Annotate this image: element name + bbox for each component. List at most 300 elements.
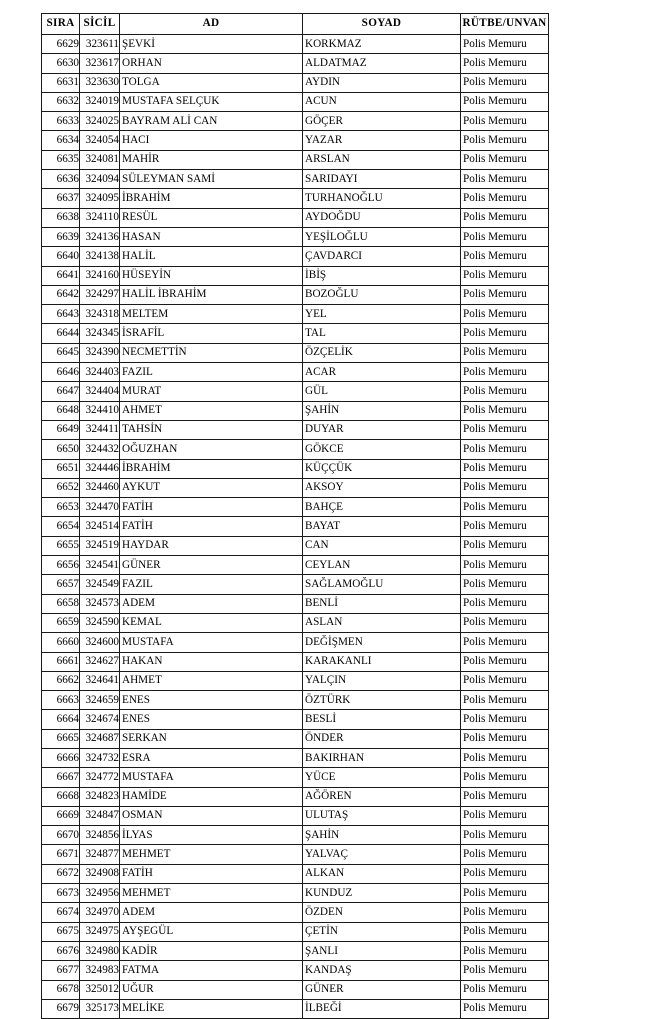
table-header-row [42,14,549,35]
cell-sira: 6679 [42,999,80,1018]
cell-rutbe: Polis Memuru [461,710,549,729]
table-row [42,478,549,497]
cell-sira: 6631 [42,73,80,92]
cell-sira: 6638 [42,208,80,227]
cell-rutbe: Polis Memuru [461,864,549,883]
cell-ad: OSMAN [120,806,303,825]
cell-sicil: 324411 [80,420,120,439]
cell-sicil: 324432 [80,440,120,459]
cell-rutbe: Polis Memuru [461,35,549,54]
cell-sicil: 324983 [80,961,120,980]
cell-sira: 6678 [42,980,80,999]
cell-soyad: ASLAN [303,613,461,632]
cell-ad: MELİKE [120,999,303,1018]
cell-rutbe: Polis Memuru [461,826,549,845]
cell-sicil: 324138 [80,247,120,266]
cell-sicil: 324404 [80,382,120,401]
cell-rutbe: Polis Memuru [461,440,549,459]
table-row [42,401,549,420]
cell-ad: ADEM [120,903,303,922]
cell-sicil: 324627 [80,652,120,671]
personnel-roster-table [41,13,549,1019]
cell-sicil: 324980 [80,941,120,960]
cell-rutbe: Polis Memuru [461,884,549,903]
cell-sira: 6644 [42,324,80,343]
cell-rutbe: Polis Memuru [461,343,549,362]
cell-sicil: 324541 [80,556,120,575]
cell-ad: FAZIL [120,363,303,382]
cell-sicil: 324446 [80,459,120,478]
cell-ad: MEHMET [120,845,303,864]
cell-soyad: CAN [303,536,461,555]
table-row [42,170,549,189]
cell-sicil: 323617 [80,54,120,73]
cell-soyad: AYDOĞDU [303,208,461,227]
cell-soyad: YÜCE [303,768,461,787]
cell-soyad: AYDIN [303,73,461,92]
cell-soyad: ÖZTÜRK [303,691,461,710]
table-header [42,14,549,35]
cell-sira: 6649 [42,420,80,439]
cell-ad: MELTEM [120,305,303,324]
cell-rutbe: Polis Memuru [461,613,549,632]
cell-sira: 6634 [42,131,80,150]
table-row [42,420,549,439]
cell-sicil: 324674 [80,710,120,729]
cell-rutbe: Polis Memuru [461,556,549,575]
cell-ad: MUSTAFA SELÇUK [120,92,303,111]
cell-sira: 6641 [42,266,80,285]
table-row [42,556,549,575]
cell-soyad: ALKAN [303,864,461,883]
cell-soyad: YALÇIN [303,671,461,690]
cell-sicil: 324390 [80,343,120,362]
cell-ad: NECMETTİN [120,343,303,362]
cell-sira: 6652 [42,478,80,497]
cell-rutbe: Polis Memuru [461,806,549,825]
cell-soyad: ŞAHİN [303,826,461,845]
cell-soyad: ŞAHİN [303,401,461,420]
table-row [42,266,549,285]
cell-sira: 6670 [42,826,80,845]
cell-sicil: 324110 [80,208,120,227]
cell-sicil: 324772 [80,768,120,787]
cell-rutbe: Polis Memuru [461,363,549,382]
cell-rutbe: Polis Memuru [461,92,549,111]
cell-sicil: 324975 [80,922,120,941]
cell-soyad: TURHANOĞLU [303,189,461,208]
cell-ad: AYKUT [120,478,303,497]
cell-soyad: ARSLAN [303,150,461,169]
cell-rutbe: Polis Memuru [461,787,549,806]
cell-rutbe: Polis Memuru [461,54,549,73]
cell-rutbe: Polis Memuru [461,73,549,92]
table-row [42,305,549,324]
cell-ad: İSRAFİL [120,324,303,343]
cell-ad: MUSTAFA [120,633,303,652]
cell-sira: 6646 [42,363,80,382]
table-row [42,671,549,690]
cell-rutbe: Polis Memuru [461,961,549,980]
cell-sira: 6671 [42,845,80,864]
cell-sicil: 324019 [80,92,120,111]
cell-sira: 6665 [42,729,80,748]
cell-sira: 6637 [42,189,80,208]
cell-rutbe: Polis Memuru [461,922,549,941]
cell-sira: 6673 [42,884,80,903]
table-row [42,54,549,73]
table-row [42,633,549,652]
cell-ad: MAHİR [120,150,303,169]
cell-ad: ENES [120,710,303,729]
cell-ad: AHMET [120,671,303,690]
cell-ad: İLYAS [120,826,303,845]
table-row [42,652,549,671]
table-row [42,498,549,517]
cell-ad: AYŞEGÜL [120,922,303,941]
cell-sira: 6648 [42,401,80,420]
cell-rutbe: Polis Memuru [461,652,549,671]
cell-rutbe: Polis Memuru [461,112,549,131]
cell-sira: 6645 [42,343,80,362]
cell-ad: ORHAN [120,54,303,73]
cell-soyad: AĞÖREN [303,787,461,806]
cell-rutbe: Polis Memuru [461,189,549,208]
cell-sicil: 323611 [80,35,120,54]
cell-sicil: 324403 [80,363,120,382]
cell-sira: 6642 [42,285,80,304]
cell-sicil: 324970 [80,903,120,922]
table-row [42,517,549,536]
column-header-sicil: SİCİL [80,14,120,35]
cell-rutbe: Polis Memuru [461,575,549,594]
table-row [42,189,549,208]
cell-ad: HAKAN [120,652,303,671]
table-row [42,35,549,54]
table-row [42,285,549,304]
cell-rutbe: Polis Memuru [461,266,549,285]
cell-ad: AHMET [120,401,303,420]
cell-sira: 6669 [42,806,80,825]
cell-sira: 6667 [42,768,80,787]
cell-ad: ENES [120,691,303,710]
cell-sicil: 324345 [80,324,120,343]
table-row [42,980,549,999]
column-header-soyad: SOYAD [303,14,461,35]
cell-soyad: İBİŞ [303,266,461,285]
cell-sira: 6629 [42,35,80,54]
table-row [42,884,549,903]
table-row [42,536,549,555]
cell-sira: 6633 [42,112,80,131]
cell-soyad: DEĞİŞMEN [303,633,461,652]
cell-sicil: 324054 [80,131,120,150]
cell-soyad: ÇAVDARCI [303,247,461,266]
cell-rutbe: Polis Memuru [461,131,549,150]
table-row [42,92,549,111]
cell-ad: HASAN [120,227,303,246]
cell-ad: HALİL İBRAHİM [120,285,303,304]
cell-sira: 6653 [42,498,80,517]
cell-ad: TAHSİN [120,420,303,439]
cell-soyad: YAZAR [303,131,461,150]
cell-sira: 6662 [42,671,80,690]
cell-soyad: YEŞİLOĞLU [303,227,461,246]
cell-ad: HÜSEYİN [120,266,303,285]
cell-rutbe: Polis Memuru [461,420,549,439]
cell-ad: GÜNER [120,556,303,575]
cell-sira: 6636 [42,170,80,189]
cell-sira: 6657 [42,575,80,594]
cell-ad: HAMİDE [120,787,303,806]
cell-sira: 6650 [42,440,80,459]
cell-ad: UĞUR [120,980,303,999]
table-row [42,382,549,401]
cell-ad: TOLGA [120,73,303,92]
table-row [42,729,549,748]
cell-sicil: 324519 [80,536,120,555]
cell-sira: 6655 [42,536,80,555]
cell-rutbe: Polis Memuru [461,748,549,767]
cell-soyad: KUNDUZ [303,884,461,903]
table-row [42,440,549,459]
cell-soyad: ALDATMAZ [303,54,461,73]
cell-ad: İBRAHİM [120,189,303,208]
table-row [42,806,549,825]
cell-soyad: ÖZDEN [303,903,461,922]
table-row [42,343,549,362]
table-row [42,324,549,343]
cell-ad: KEMAL [120,613,303,632]
table-row [42,748,549,767]
cell-sira: 6651 [42,459,80,478]
cell-soyad: KÜÇÇÜK [303,459,461,478]
cell-soyad: BAKIRHAN [303,748,461,767]
cell-soyad: GÖÇER [303,112,461,131]
cell-ad: SÜLEYMAN SAMİ [120,170,303,189]
cell-sira: 6674 [42,903,80,922]
cell-soyad: YEL [303,305,461,324]
table-row [42,768,549,787]
cell-rutbe: Polis Memuru [461,903,549,922]
cell-soyad: BOZOĞLU [303,285,461,304]
cell-ad: FATİH [120,864,303,883]
cell-rutbe: Polis Memuru [461,517,549,536]
cell-soyad: TAL [303,324,461,343]
cell-sicil: 324514 [80,517,120,536]
cell-sicil: 324549 [80,575,120,594]
cell-rutbe: Polis Memuru [461,999,549,1018]
table-row [42,826,549,845]
cell-rutbe: Polis Memuru [461,691,549,710]
cell-soyad: ULUTAŞ [303,806,461,825]
table-row [42,903,549,922]
cell-sira: 6654 [42,517,80,536]
cell-rutbe: Polis Memuru [461,305,549,324]
cell-sira: 6660 [42,633,80,652]
cell-rutbe: Polis Memuru [461,247,549,266]
table-row [42,710,549,729]
cell-sira: 6656 [42,556,80,575]
cell-ad: HAYDAR [120,536,303,555]
cell-sira: 6630 [42,54,80,73]
cell-rutbe: Polis Memuru [461,459,549,478]
cell-rutbe: Polis Memuru [461,729,549,748]
cell-soyad: BAHÇE [303,498,461,517]
cell-sicil: 324590 [80,613,120,632]
cell-ad: FATİH [120,498,303,517]
cell-ad: KADİR [120,941,303,960]
cell-sira: 6668 [42,787,80,806]
cell-soyad: GÜL [303,382,461,401]
cell-sira: 6635 [42,150,80,169]
cell-soyad: KORKMAZ [303,35,461,54]
cell-sira: 6663 [42,691,80,710]
cell-ad: FATİH [120,517,303,536]
cell-ad: FAZIL [120,575,303,594]
cell-sicil: 324410 [80,401,120,420]
table-row [42,247,549,266]
column-header-sira: SIRA [42,14,80,35]
cell-rutbe: Polis Memuru [461,594,549,613]
table-row [42,227,549,246]
cell-sira: 6664 [42,710,80,729]
cell-soyad: BENLİ [303,594,461,613]
cell-sicil: 325012 [80,980,120,999]
table-row [42,131,549,150]
cell-sicil: 324094 [80,170,120,189]
cell-sicil: 323630 [80,73,120,92]
cell-rutbe: Polis Memuru [461,845,549,864]
cell-sira: 6643 [42,305,80,324]
table-row [42,787,549,806]
cell-soyad: SAĞLAMOĞLU [303,575,461,594]
cell-sicil: 324573 [80,594,120,613]
cell-sicil: 324687 [80,729,120,748]
cell-sira: 6639 [42,227,80,246]
cell-rutbe: Polis Memuru [461,498,549,517]
cell-rutbe: Polis Memuru [461,671,549,690]
cell-rutbe: Polis Memuru [461,768,549,787]
table-row [42,691,549,710]
table-body [42,35,549,1019]
cell-sicil: 324732 [80,748,120,767]
table-row [42,961,549,980]
cell-rutbe: Polis Memuru [461,227,549,246]
cell-sicil: 324823 [80,787,120,806]
cell-sira: 6632 [42,92,80,111]
cell-soyad: ÖZÇELİK [303,343,461,362]
cell-sicil: 324136 [80,227,120,246]
cell-sicil: 324847 [80,806,120,825]
cell-sira: 6647 [42,382,80,401]
cell-sicil: 324877 [80,845,120,864]
cell-ad: ŞEVKİ [120,35,303,54]
cell-sicil: 324956 [80,884,120,903]
cell-sira: 6640 [42,247,80,266]
cell-rutbe: Polis Memuru [461,941,549,960]
cell-ad: BAYRAM ALİ CAN [120,112,303,131]
cell-rutbe: Polis Memuru [461,382,549,401]
cell-ad: ADEM [120,594,303,613]
cell-sicil: 324659 [80,691,120,710]
table-row [42,613,549,632]
cell-sicil: 324095 [80,189,120,208]
cell-rutbe: Polis Memuru [461,401,549,420]
column-header-rutbe: RÜTBE/UNVAN [461,14,549,35]
cell-soyad: İLBEĞİ [303,999,461,1018]
cell-rutbe: Polis Memuru [461,633,549,652]
table-row [42,150,549,169]
cell-ad: FATMA [120,961,303,980]
cell-sira: 6675 [42,922,80,941]
cell-rutbe: Polis Memuru [461,150,549,169]
cell-sira: 6661 [42,652,80,671]
cell-soyad: KANDAŞ [303,961,461,980]
cell-rutbe: Polis Memuru [461,285,549,304]
table-row [42,922,549,941]
cell-soyad: BAYAT [303,517,461,536]
cell-sicil: 324025 [80,112,120,131]
cell-soyad: GÜNER [303,980,461,999]
cell-sicil: 324160 [80,266,120,285]
cell-sicil: 324470 [80,498,120,517]
cell-sira: 6672 [42,864,80,883]
table-row [42,845,549,864]
cell-rutbe: Polis Memuru [461,980,549,999]
cell-soyad: ÇETİN [303,922,461,941]
cell-ad: RESÜL [120,208,303,227]
cell-soyad: ŞANLI [303,941,461,960]
cell-ad: SERKAN [120,729,303,748]
cell-sira: 6658 [42,594,80,613]
table-row [42,73,549,92]
cell-ad: MUSTAFA [120,768,303,787]
cell-soyad: ACUN [303,92,461,111]
table-row [42,459,549,478]
table-row [42,208,549,227]
cell-soyad: AKSOY [303,478,461,497]
cell-soyad: YALVAÇ [303,845,461,864]
cell-ad: MURAT [120,382,303,401]
cell-soyad: DUYAR [303,420,461,439]
table-row [42,941,549,960]
cell-sira: 6666 [42,748,80,767]
cell-soyad: KARAKANLI [303,652,461,671]
cell-soyad: CEYLAN [303,556,461,575]
cell-sicil: 324081 [80,150,120,169]
cell-soyad: SARIDAYI [303,170,461,189]
table-row [42,363,549,382]
cell-soyad: ÖNDER [303,729,461,748]
cell-sira: 6676 [42,941,80,960]
cell-sicil: 324908 [80,864,120,883]
cell-ad: İBRAHİM [120,459,303,478]
cell-sicil: 324641 [80,671,120,690]
cell-ad: MEHMET [120,884,303,903]
cell-sicil: 324318 [80,305,120,324]
cell-soyad: GÖKCE [303,440,461,459]
cell-ad: HALİL [120,247,303,266]
table-row [42,864,549,883]
table-row [42,999,549,1018]
cell-sicil: 324600 [80,633,120,652]
cell-rutbe: Polis Memuru [461,324,549,343]
column-header-ad: AD [120,14,303,35]
cell-soyad: BESLİ [303,710,461,729]
cell-sicil: 324297 [80,285,120,304]
table-row [42,575,549,594]
